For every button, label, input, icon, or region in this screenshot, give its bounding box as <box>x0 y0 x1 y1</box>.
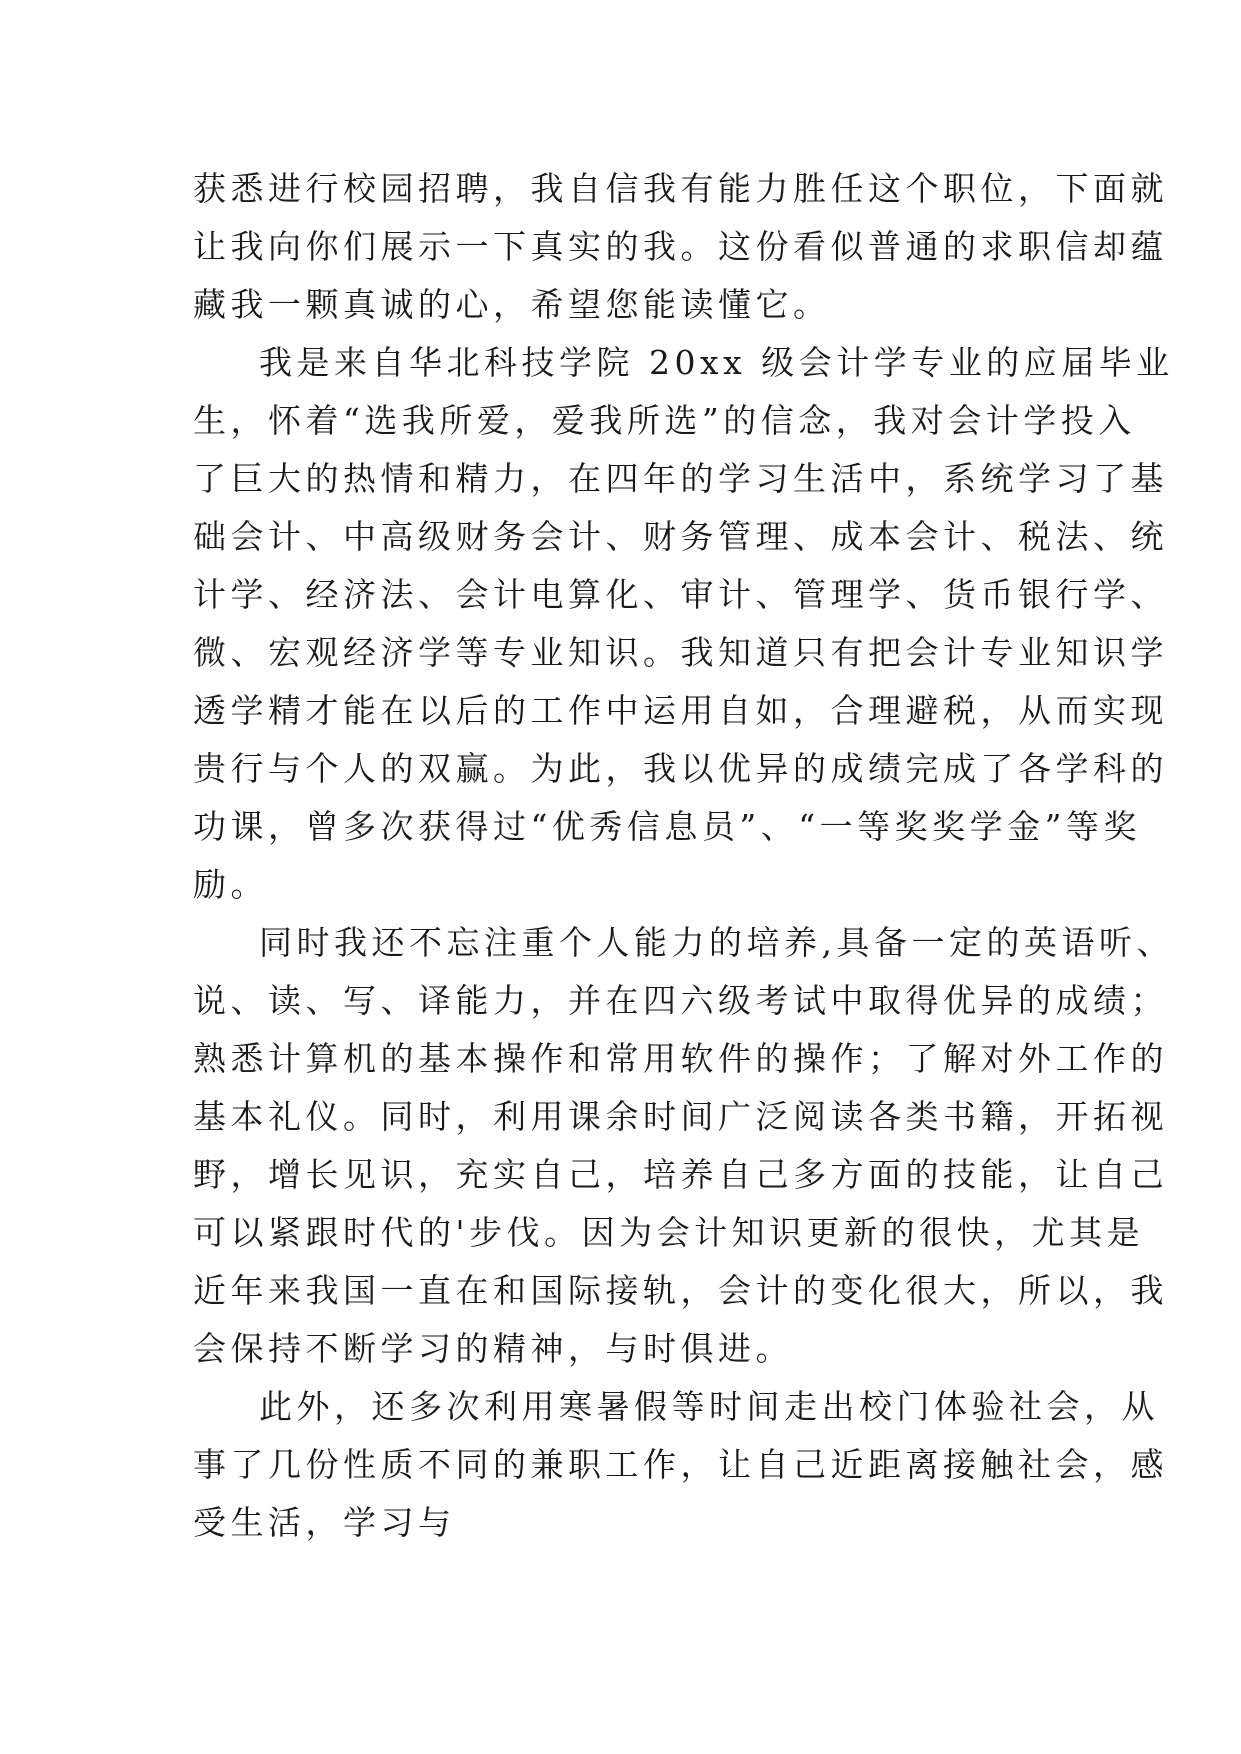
text-line: 藏我一颗真诚的心，希望您能读懂它。 <box>193 285 831 324</box>
text-line: 事了几份性质不同的兼职工作，让自己近距离接触社会，感 <box>193 1445 1168 1484</box>
paragraph-start-line: 此外，还多次利用寒暑假等时间走出校门体验社会，从 <box>259 1387 1159 1426</box>
text-line: 了巨大的热情和精力，在四年的学习生活中，系统学习了基 <box>193 459 1168 498</box>
text-line: 透学精才能在以后的工作中运用自如，合理避税，从而实现 <box>193 691 1168 730</box>
text-line: 让我向你们展示一下真实的我。这份看似普通的求职信却蕴 <box>193 227 1168 266</box>
body-text <box>193 160 1174 1552</box>
text-line: 功课，曾多次获得过“优秀信息员”、“一等奖奖学金”等奖 <box>193 807 1141 846</box>
text-line: 励。 <box>193 865 268 904</box>
text-line: 说、读、写、译能力，并在四六级考试中取得优异的成绩； <box>193 981 1168 1020</box>
text-line: 近年来我国一直在和国际接轨，会计的变化很大，所以，我 <box>193 1271 1168 1310</box>
text-line: 基本礼仪。同时，利用课余时间广泛阅读各类书籍，开拓视 <box>193 1097 1168 1136</box>
text-line: 熟悉计算机的基本操作和常用软件的操作；了解对外工作的 <box>193 1039 1168 1078</box>
text-line: 贵行与个人的双赢。为此，我以优异的成绩完成了各学科的 <box>193 749 1168 788</box>
paragraph-start-line: 同时我还不忘注重个人能力的培养,具备一定的英语听、 <box>259 923 1174 962</box>
text-line: 计学、经济法、会计电算化、审计、管理学、货币银行学、 <box>193 575 1168 614</box>
paragraph-start-line: 我是来自华北科技学院 20xx 级会计学专业的应届毕业 <box>259 343 1174 382</box>
text-line: 会保持不断学习的精神，与时俱进。 <box>193 1329 793 1368</box>
text-line: 可以紧跟时代的'步伐。因为会计知识更新的很快，尤其是 <box>193 1213 1145 1252</box>
text-line: 受生活，学习与 <box>193 1503 456 1542</box>
text-line: 生，怀着“选我所爱，爱我所选”的信念，我对会计学投入 <box>193 401 1136 440</box>
text-line: 野，增长见识，充实自己，培养自己多方面的技能，让自己 <box>193 1155 1168 1194</box>
text-line: 础会计、中高级财务会计、财务管理、成本会计、税法、统 <box>193 517 1168 556</box>
text-line: 获悉进行校园招聘，我自信我有能力胜任这个职位，下面就 <box>193 169 1168 208</box>
text-line: 微、宏观经济学等专业知识。我知道只有把会计专业知识学 <box>193 633 1168 672</box>
